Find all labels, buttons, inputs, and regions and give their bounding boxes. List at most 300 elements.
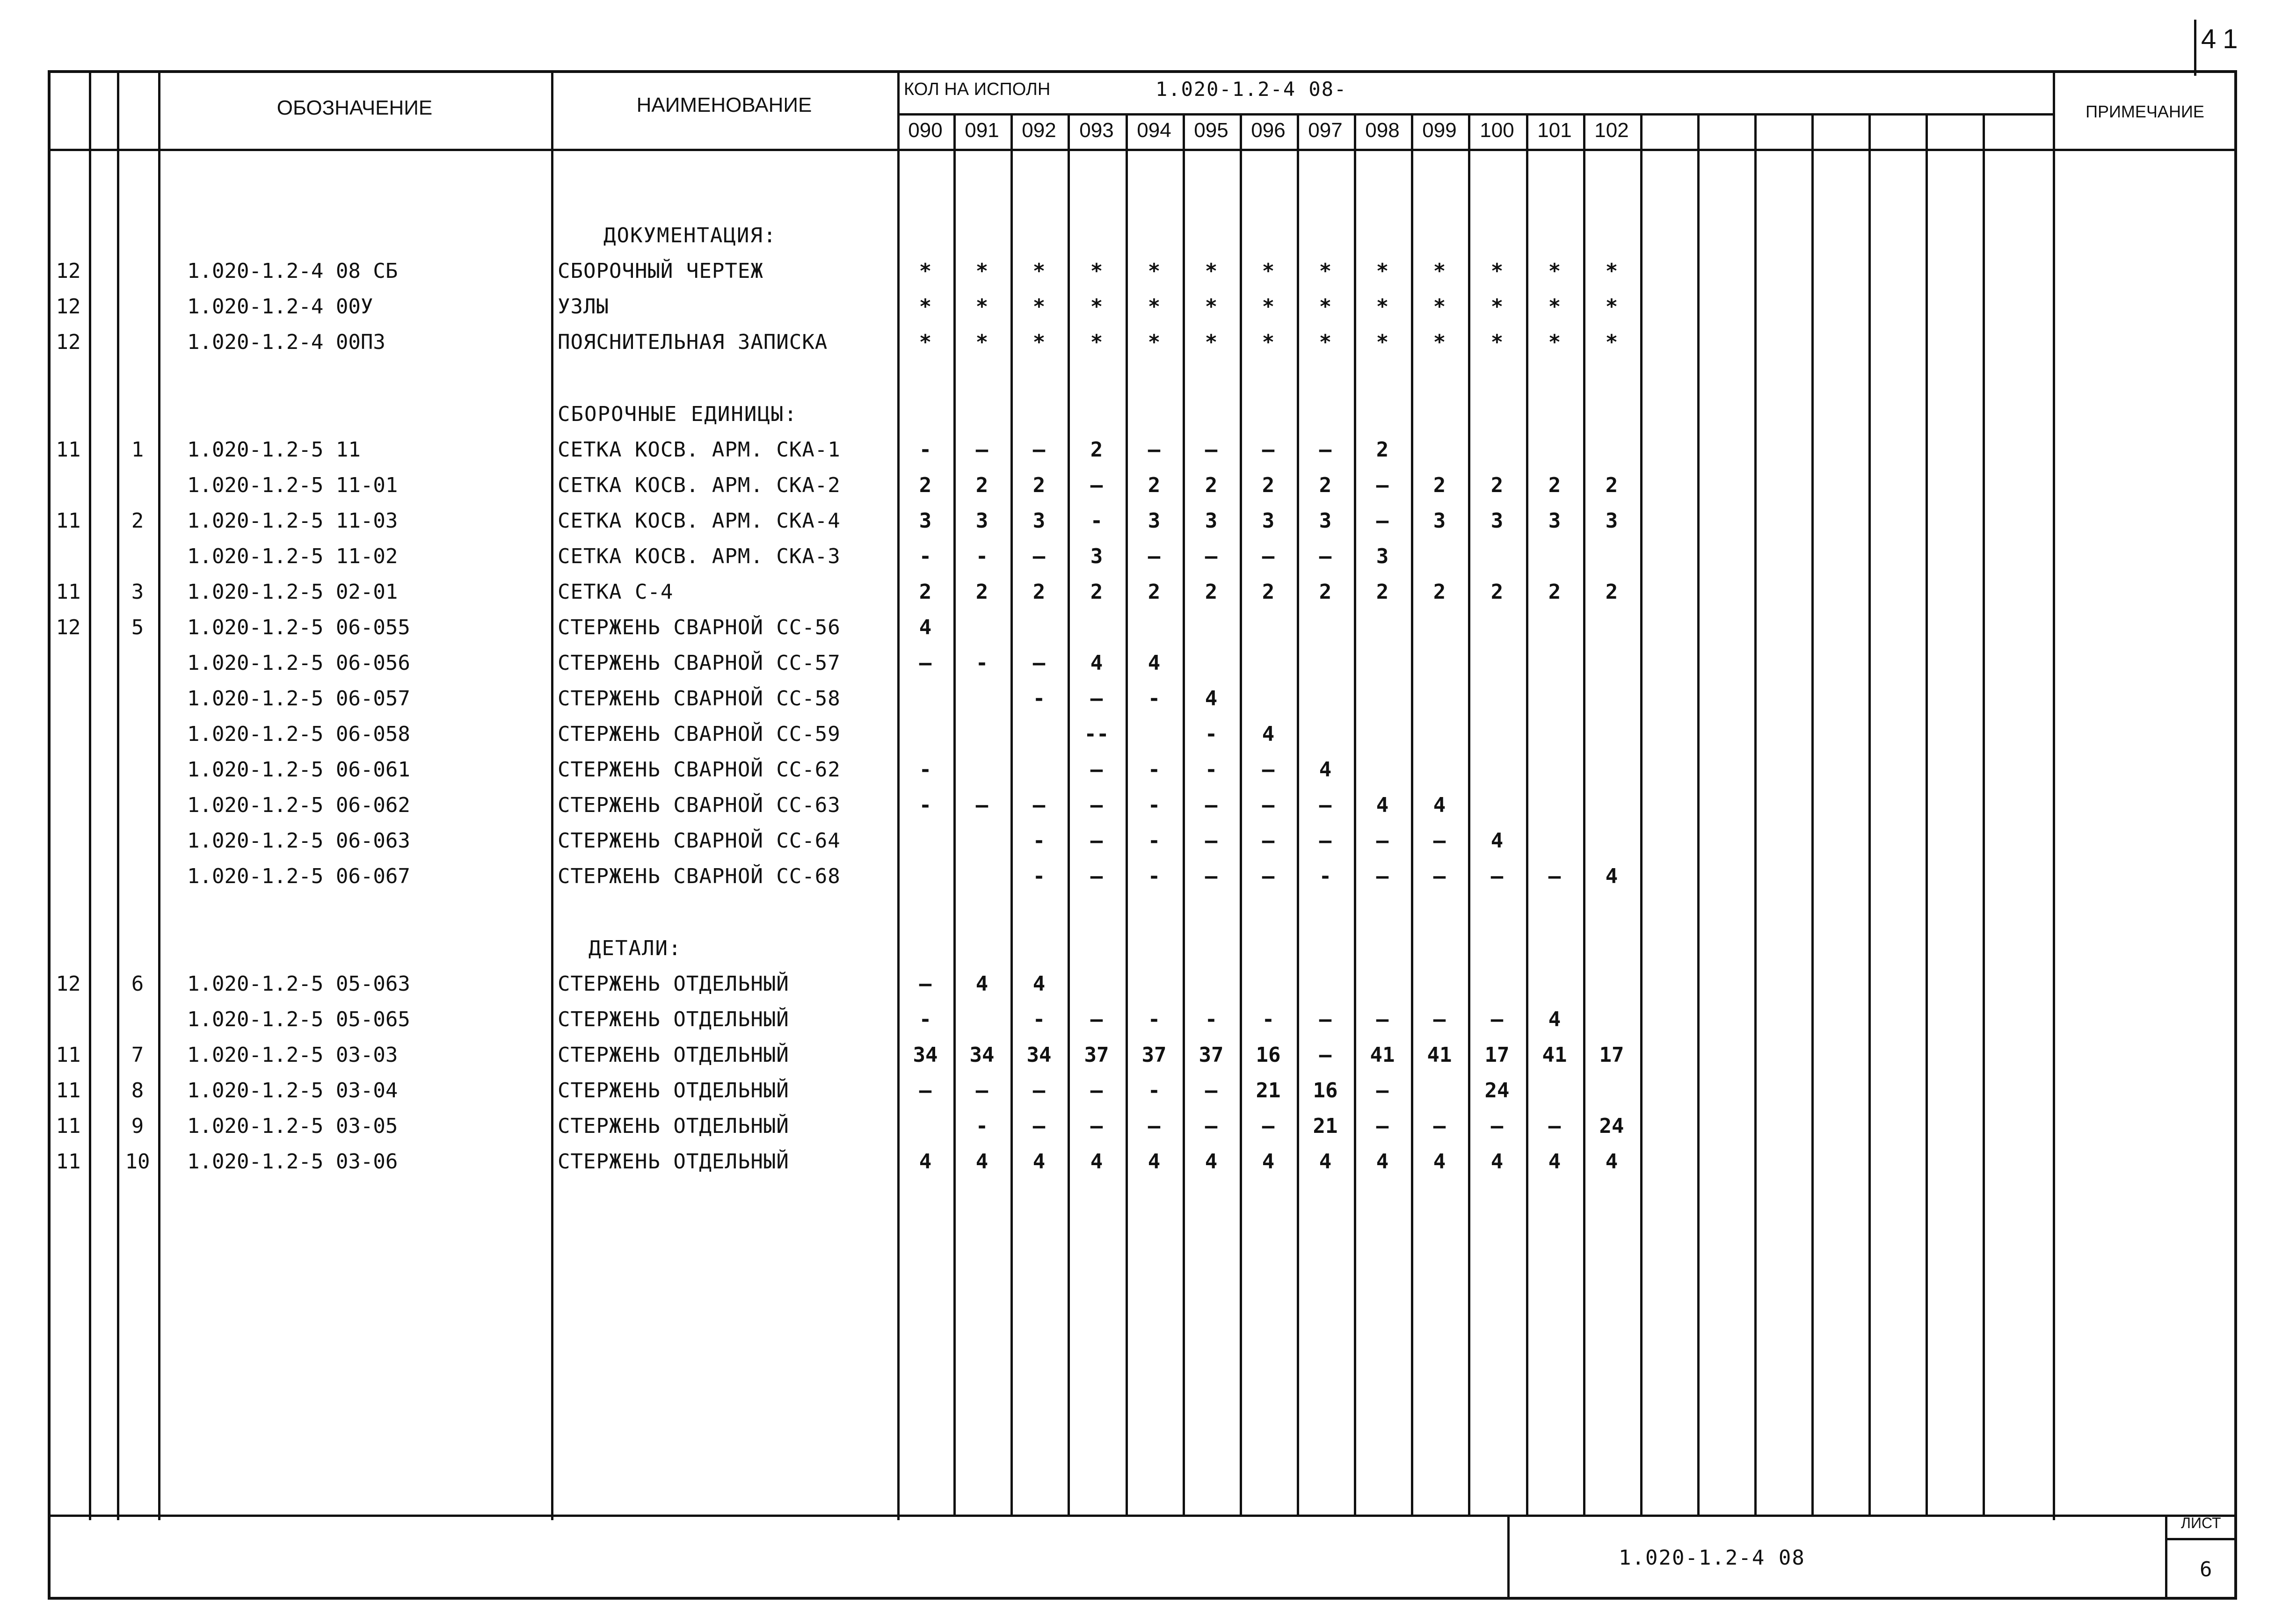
quantity-cell [1526, 610, 1583, 645]
quantity-cell: - [1032, 1008, 1046, 1031]
quantity-cell: – [1090, 1008, 1103, 1031]
quantity-cell [897, 1109, 953, 1144]
format-cell [48, 681, 89, 717]
quantity-cell: 3 [1205, 509, 1218, 533]
grid-line [1926, 113, 1928, 1516]
quantity-cell: – [975, 793, 988, 817]
quantity-cell: 4 [1548, 1008, 1561, 1031]
format-cell [48, 645, 89, 681]
quantity-cell: * [1148, 330, 1161, 354]
quantity-cell [1468, 717, 1526, 752]
quantity-cell: - [1205, 1008, 1218, 1031]
quantity-cell: 4 [1376, 1150, 1389, 1174]
quantity-cell: * [1090, 330, 1103, 354]
quantity-cell: 4 [1605, 1150, 1618, 1174]
header-name: НАИМЕНОВАНИЕ [636, 94, 812, 116]
quantity-cell: 2 [1605, 473, 1618, 497]
quantity-cell [1468, 788, 1526, 823]
quantity-cell: – [1262, 1114, 1275, 1138]
position-cell: 3 [131, 580, 144, 604]
position-cell: 7 [131, 1043, 144, 1067]
quantity-cell [1583, 1073, 1640, 1109]
quantity-cell: – [1090, 1079, 1103, 1102]
quantity-cell: - [975, 544, 988, 568]
quantity-cell: 2 [1148, 580, 1161, 604]
quantity-cell [1468, 645, 1526, 681]
quantity-cell: 3 [1262, 509, 1275, 533]
format-cell: 12 [56, 330, 81, 354]
quantity-cell: 2 [1376, 438, 1389, 462]
quantity-cell [1583, 1002, 1640, 1037]
position-cell [117, 539, 158, 574]
quantity-cell: – [1090, 793, 1103, 817]
quantity-cell: * [975, 295, 988, 319]
quantity-cell [1068, 966, 1126, 1002]
quantity-cell: 3 [1548, 509, 1561, 533]
quantity-cell: * [1032, 259, 1046, 283]
quantity-cell [1354, 645, 1411, 681]
section-details: ДЕТАЛИ: [589, 936, 682, 960]
name-cell: СТЕРЖЕНЬ ОТДЕЛЬНЫЙ [558, 1043, 789, 1067]
quantity-cell: * [1205, 295, 1218, 319]
quantity-cell [1297, 966, 1354, 1002]
quantity-cell: 2 [1490, 473, 1504, 497]
quantity-cell [1526, 717, 1583, 752]
quantity-cell [1583, 823, 1640, 859]
grid-line [551, 70, 553, 1520]
quantity-cell: * [919, 330, 932, 354]
quantity-cell: – [1032, 1114, 1046, 1138]
quantity-cell: – [1262, 793, 1275, 817]
variant-header: 099 [1422, 119, 1457, 142]
quantity-cell: 4 [1205, 687, 1218, 710]
quantity-cell: * [975, 330, 988, 354]
quantity-cell [1526, 432, 1583, 468]
quantity-cell [1240, 681, 1297, 717]
quantity-cell [1126, 717, 1183, 752]
grid-line [1697, 113, 1700, 1516]
quantity-cell: 2 [1032, 580, 1046, 604]
quantity-cell [1468, 432, 1526, 468]
quantity-cell: 17 [1484, 1043, 1510, 1067]
quantity-cell: * [1319, 295, 1332, 319]
quantity-cell: 34 [969, 1043, 995, 1067]
quantity-cell: – [1319, 829, 1332, 853]
quantity-cell: - [975, 1114, 988, 1138]
quantity-cell: – [1376, 473, 1389, 497]
quantity-cell: – [1490, 1008, 1504, 1031]
quantity-cell: * [1262, 330, 1275, 354]
quantity-cell: - [1032, 829, 1046, 853]
grid-line [1983, 113, 1985, 1516]
grid-line [1507, 1515, 1510, 1599]
variant-header: 095 [1194, 119, 1228, 142]
position-cell [117, 788, 158, 823]
grid-line [2053, 70, 2055, 1520]
format-cell: 12 [56, 616, 81, 639]
position-cell: 6 [131, 972, 144, 996]
position-cell: 1 [131, 438, 144, 462]
quantity-cell: 4 [1490, 1150, 1504, 1174]
designation-cell: 1.020-1.2-5 11-03 [187, 509, 398, 533]
quantity-cell: – [1205, 1114, 1218, 1138]
variant-header: 096 [1251, 119, 1286, 142]
name-cell: СБОРОЧНЫЙ ЧЕРТЕЖ [558, 259, 763, 283]
quantity-cell: – [1205, 544, 1218, 568]
quantity-cell: 3 [975, 509, 988, 533]
header-note: ПРИМЕЧАНИЕ [2086, 102, 2204, 121]
format-cell: 11 [56, 438, 81, 462]
quantity-cell: – [1148, 1114, 1161, 1138]
quantity-cell: 37 [1084, 1043, 1109, 1067]
position-cell [117, 859, 158, 894]
quantity-cell: – [1433, 1114, 1446, 1138]
quantity-cell: – [1262, 864, 1275, 888]
quantity-cell: -- [1084, 722, 1109, 746]
quantity-cell: 37 [1141, 1043, 1167, 1067]
quantity-cell [1468, 681, 1526, 717]
quantity-cell: * [1148, 295, 1161, 319]
quantity-cell: * [1548, 330, 1561, 354]
quantity-cell: 2 [1262, 580, 1275, 604]
quantity-cell: – [1032, 544, 1046, 568]
quantity-cell: – [919, 1079, 932, 1102]
quantity-cell: 4 [975, 972, 988, 996]
quantity-cell: 4 [919, 1150, 932, 1174]
name-cell: СЕТКА КОСВ. АРМ. СКА-4 [558, 509, 841, 533]
quantity-cell: – [1032, 651, 1046, 675]
quantity-cell: – [1262, 438, 1275, 462]
quantity-cell: – [1205, 1079, 1218, 1102]
quantity-cell: 34 [913, 1043, 938, 1067]
quantity-cell: 3 [919, 509, 932, 533]
quantity-cell [1526, 966, 1583, 1002]
position-cell [117, 717, 158, 752]
quantity-cell: 16 [1256, 1043, 1281, 1067]
quantity-cell: * [1605, 259, 1618, 283]
quantity-cell [1354, 681, 1411, 717]
quantity-cell: - [1032, 687, 1046, 710]
quantity-cell: * [1148, 259, 1161, 283]
quantity-cell [1583, 717, 1640, 752]
quantity-cell: 4 [1605, 864, 1618, 888]
position-cell: 10 [125, 1150, 150, 1174]
quantity-cell [897, 823, 953, 859]
name-cell: СТЕРЖЕНЬ СВАРНОЙ СС-56 [558, 616, 841, 639]
quantity-cell: 4 [1433, 793, 1446, 817]
quantity-cell: 2 [1548, 580, 1561, 604]
page-number: 41 [2201, 24, 2245, 54]
quantity-cell [1526, 645, 1583, 681]
name-cell: СТЕРЖЕНЬ СВАРНОЙ СС-68 [558, 864, 841, 888]
quantity-cell: – [1548, 864, 1561, 888]
position-cell [117, 254, 158, 289]
position-cell [117, 1002, 158, 1037]
format-cell [48, 539, 89, 574]
designation-cell: 1.020-1.2-5 06-067 [187, 864, 410, 888]
format-cell: 11 [56, 1150, 81, 1174]
quantity-cell: 21 [1313, 1114, 1338, 1138]
quantity-cell: * [1433, 330, 1446, 354]
quantity-cell: 2 [1319, 473, 1332, 497]
designation-cell: 1.020-1.2-5 05-065 [187, 1008, 410, 1031]
quantity-cell: 4 [1433, 1150, 1446, 1174]
name-cell: СТЕРЖЕНЬ СВАРНОЙ СС-62 [558, 758, 841, 782]
stamp-document-code: 1.020-1.2-4 08 [1619, 1546, 1805, 1570]
quantity-cell [1354, 966, 1411, 1002]
quantity-cell: – [1032, 1079, 1046, 1102]
quantity-cell [1354, 610, 1411, 645]
quantity-cell [1297, 610, 1354, 645]
quantity-cell: – [1205, 438, 1218, 462]
quantity-cell: 4 [1490, 829, 1504, 853]
quantity-cell: – [1433, 1008, 1446, 1031]
quantity-cell: - [1148, 829, 1161, 853]
quantity-cell: 2 [1090, 438, 1103, 462]
designation-cell: 1.020-1.2-5 05-063 [187, 972, 410, 996]
name-cell: СЕТКА С-4 [558, 580, 674, 604]
quantity-cell: – [1090, 1114, 1103, 1138]
quantity-cell: * [1548, 295, 1561, 319]
quantity-cell: * [975, 259, 988, 283]
quantity-cell: - [1148, 793, 1161, 817]
quantity-cell: * [1376, 295, 1389, 319]
variant-header: 091 [965, 119, 999, 142]
quantity-cell: 2 [1376, 580, 1389, 604]
page-number-divider [2194, 20, 2196, 76]
quantity-cell: 2 [1148, 473, 1161, 497]
quantity-cell: 2 [1262, 473, 1275, 497]
quantity-cell: - [919, 544, 932, 568]
quantity-cell: - [1148, 687, 1161, 710]
position-cell: 8 [131, 1079, 144, 1102]
name-cell: СЕТКА КОСВ. АРМ. СКА-3 [558, 544, 841, 568]
quantity-cell: * [1262, 259, 1275, 283]
quantity-cell: 37 [1199, 1043, 1224, 1067]
quantity-cell: – [1376, 1114, 1389, 1138]
quantity-cell [1583, 752, 1640, 788]
quantity-cell: * [1376, 259, 1389, 283]
quantity-cell: - [1262, 1008, 1275, 1031]
grid-line [1640, 113, 1642, 1516]
quantity-cell: 24 [1484, 1079, 1510, 1102]
quantity-cell: 3 [1376, 544, 1389, 568]
designation-cell: 1.020-1.2-5 06-058 [187, 722, 410, 746]
quantity-cell [1526, 539, 1583, 574]
quantity-cell [897, 717, 953, 752]
name-cell: СТЕРЖЕНЬ СВАРНОЙ СС-64 [558, 829, 841, 853]
position-cell [117, 325, 158, 360]
name-cell: СТЕРЖЕНЬ ОТДЕЛЬНЫЙ [558, 972, 789, 996]
quantity-cell: 2 [1319, 580, 1332, 604]
quantity-cell: – [1090, 829, 1103, 853]
quantity-cell: 4 [975, 1150, 988, 1174]
grid-line [48, 149, 2237, 151]
quantity-cell: 3 [1490, 509, 1504, 533]
quantity-cell: - [1319, 864, 1332, 888]
quantity-cell [1526, 788, 1583, 823]
quantity-cell: – [1376, 509, 1389, 533]
format-cell: 12 [56, 972, 81, 996]
quantity-cell: 34 [1026, 1043, 1052, 1067]
quantity-cell [1411, 966, 1468, 1002]
quantity-cell: - [1090, 509, 1103, 533]
format-cell: 11 [56, 580, 81, 604]
quantity-cell: * [1319, 330, 1332, 354]
position-cell: 2 [131, 509, 144, 533]
variant-header: 097 [1308, 119, 1343, 142]
quantity-cell: 4 [1148, 1150, 1161, 1174]
quantity-cell: 41 [1370, 1043, 1395, 1067]
quantity-cell: 4 [1032, 972, 1046, 996]
designation-cell: 1.020-1.2-5 03-04 [187, 1079, 398, 1102]
section-documentation: ДОКУМЕНТАЦИЯ: [603, 224, 777, 247]
section-assembly-units: СБОРОЧНЫЕ ЕДИНИЦЫ: [558, 402, 798, 426]
quantity-cell [1183, 645, 1240, 681]
quantity-cell: – [1090, 864, 1103, 888]
name-cell: СТЕРЖЕНЬ СВАРНОЙ СС-63 [558, 793, 841, 817]
quantity-cell: – [1148, 544, 1161, 568]
quantity-cell: 2 [1490, 580, 1504, 604]
format-cell: 11 [56, 509, 81, 533]
quantity-cell [1468, 610, 1526, 645]
grid-line [48, 1515, 2237, 1517]
quantity-cell: 4 [1319, 758, 1332, 782]
quantity-cell: 4 [1148, 651, 1161, 675]
quantity-cell: – [1319, 793, 1332, 817]
quantity-cell [953, 1002, 1010, 1037]
quantity-cell: 2 [1032, 473, 1046, 497]
quantity-cell: 2 [919, 473, 932, 497]
quantity-cell [1468, 752, 1526, 788]
quantity-cell [1411, 645, 1468, 681]
quantity-cell: * [1032, 330, 1046, 354]
header-designation: ОБОЗНАЧЕНИЕ [276, 96, 433, 119]
designation-cell: 1.020-1.2-5 06-056 [187, 651, 410, 675]
quantity-cell: 16 [1313, 1079, 1338, 1102]
quantity-cell: – [1490, 864, 1504, 888]
quantity-cell [1297, 645, 1354, 681]
quantity-cell: – [1376, 1079, 1389, 1102]
quantity-cell: – [1205, 829, 1218, 853]
quantity-cell: – [1090, 473, 1103, 497]
format-cell [48, 752, 89, 788]
quantity-cell [1354, 752, 1411, 788]
quantity-cell: - [1205, 722, 1218, 746]
quantity-cell: 4 [1548, 1150, 1561, 1174]
quantity-cell [1526, 681, 1583, 717]
quantity-cell: 4 [1090, 1150, 1103, 1174]
quantity-cell: * [1433, 295, 1446, 319]
variant-header: 100 [1480, 119, 1514, 142]
quantity-cell [897, 681, 953, 717]
quantity-cell [1010, 610, 1068, 645]
quantity-cell: * [1205, 259, 1218, 283]
designation-cell: 1.020-1.2-5 06-061 [187, 758, 410, 782]
name-cell: СЕТКА КОСВ. АРМ. СКА-1 [558, 438, 841, 462]
quantity-cell: - [919, 438, 932, 462]
grid-line [158, 70, 160, 1520]
grid-line [2165, 1515, 2167, 1599]
quantity-cell: * [1433, 259, 1446, 283]
format-cell [48, 788, 89, 823]
quantity-cell: 4 [1262, 1150, 1275, 1174]
quantity-cell: - [975, 651, 988, 675]
quantity-cell [1411, 1073, 1468, 1109]
quantity-cell: 2 [919, 580, 932, 604]
quantity-cell: – [919, 972, 932, 996]
header-qty-label: КОЛ НА ИСПОЛН [904, 80, 1051, 99]
quantity-cell [1240, 645, 1297, 681]
quantity-cell: – [1262, 829, 1275, 853]
quantity-cell: 3 [1319, 509, 1332, 533]
variant-header: 101 [1537, 119, 1572, 142]
quantity-cell: – [1262, 544, 1275, 568]
name-cell: СТЕРЖЕНЬ ОТДЕЛЬНЫЙ [558, 1079, 789, 1102]
header-qty-code: 1.020-1.2-4 08- [1156, 78, 1347, 101]
quantity-cell: 3 [1605, 509, 1618, 533]
quantity-cell: 2 [1548, 473, 1561, 497]
variant-header: 090 [908, 119, 943, 142]
designation-cell: 1.020-1.2-5 11-02 [187, 544, 398, 568]
quantity-cell: * [1262, 295, 1275, 319]
quantity-cell: – [1319, 1043, 1332, 1067]
format-cell [48, 1002, 89, 1037]
quantity-cell: 4 [1376, 793, 1389, 817]
quantity-cell: – [1433, 829, 1446, 853]
grid-line [2165, 1538, 2237, 1540]
quantity-cell: – [1376, 1008, 1389, 1031]
quantity-cell [1583, 681, 1640, 717]
quantity-cell: – [919, 651, 932, 675]
quantity-cell [1468, 539, 1526, 574]
quantity-cell: * [1490, 259, 1504, 283]
variant-header: 102 [1594, 119, 1629, 142]
variant-header: 098 [1365, 119, 1400, 142]
quantity-cell: – [1262, 758, 1275, 782]
grid-line [1811, 113, 1814, 1516]
quantity-cell: 2 [1433, 580, 1446, 604]
quantity-cell: 2 [1205, 580, 1218, 604]
quantity-cell: 4 [919, 616, 932, 639]
quantity-cell: – [1148, 438, 1161, 462]
designation-cell: 1.020-1.2-4 00ПЗ [187, 330, 385, 354]
quantity-cell [1183, 610, 1240, 645]
quantity-cell: * [1090, 259, 1103, 283]
quantity-cell [1583, 432, 1640, 468]
quantity-cell: – [1205, 793, 1218, 817]
name-cell: ПОЯСНИТЕЛЬНАЯ ЗАПИСКА [558, 330, 828, 354]
quantity-cell: 41 [1427, 1043, 1452, 1067]
quantity-cell: * [1205, 330, 1218, 354]
position-cell [117, 289, 158, 325]
quantity-cell [1240, 610, 1297, 645]
quantity-cell: – [1490, 1114, 1504, 1138]
quantity-cell: – [1032, 438, 1046, 462]
quantity-cell: 4 [1205, 1150, 1218, 1174]
designation-cell: 1.020-1.2-5 06-057 [187, 687, 410, 710]
quantity-cell [1183, 966, 1240, 1002]
quantity-cell [1583, 966, 1640, 1002]
name-cell: СТЕРЖЕНЬ ОТДЕЛЬНЫЙ [558, 1150, 789, 1174]
quantity-cell: – [1319, 438, 1332, 462]
grid-line [897, 113, 2053, 116]
designation-cell: 1.020-1.2-5 02-01 [187, 580, 398, 604]
grid-line [1754, 113, 1757, 1516]
name-cell: СТЕРЖЕНЬ ОТДЕЛЬНЫЙ [558, 1008, 789, 1031]
quantity-cell [1068, 610, 1126, 645]
quantity-cell: 2 [1090, 580, 1103, 604]
